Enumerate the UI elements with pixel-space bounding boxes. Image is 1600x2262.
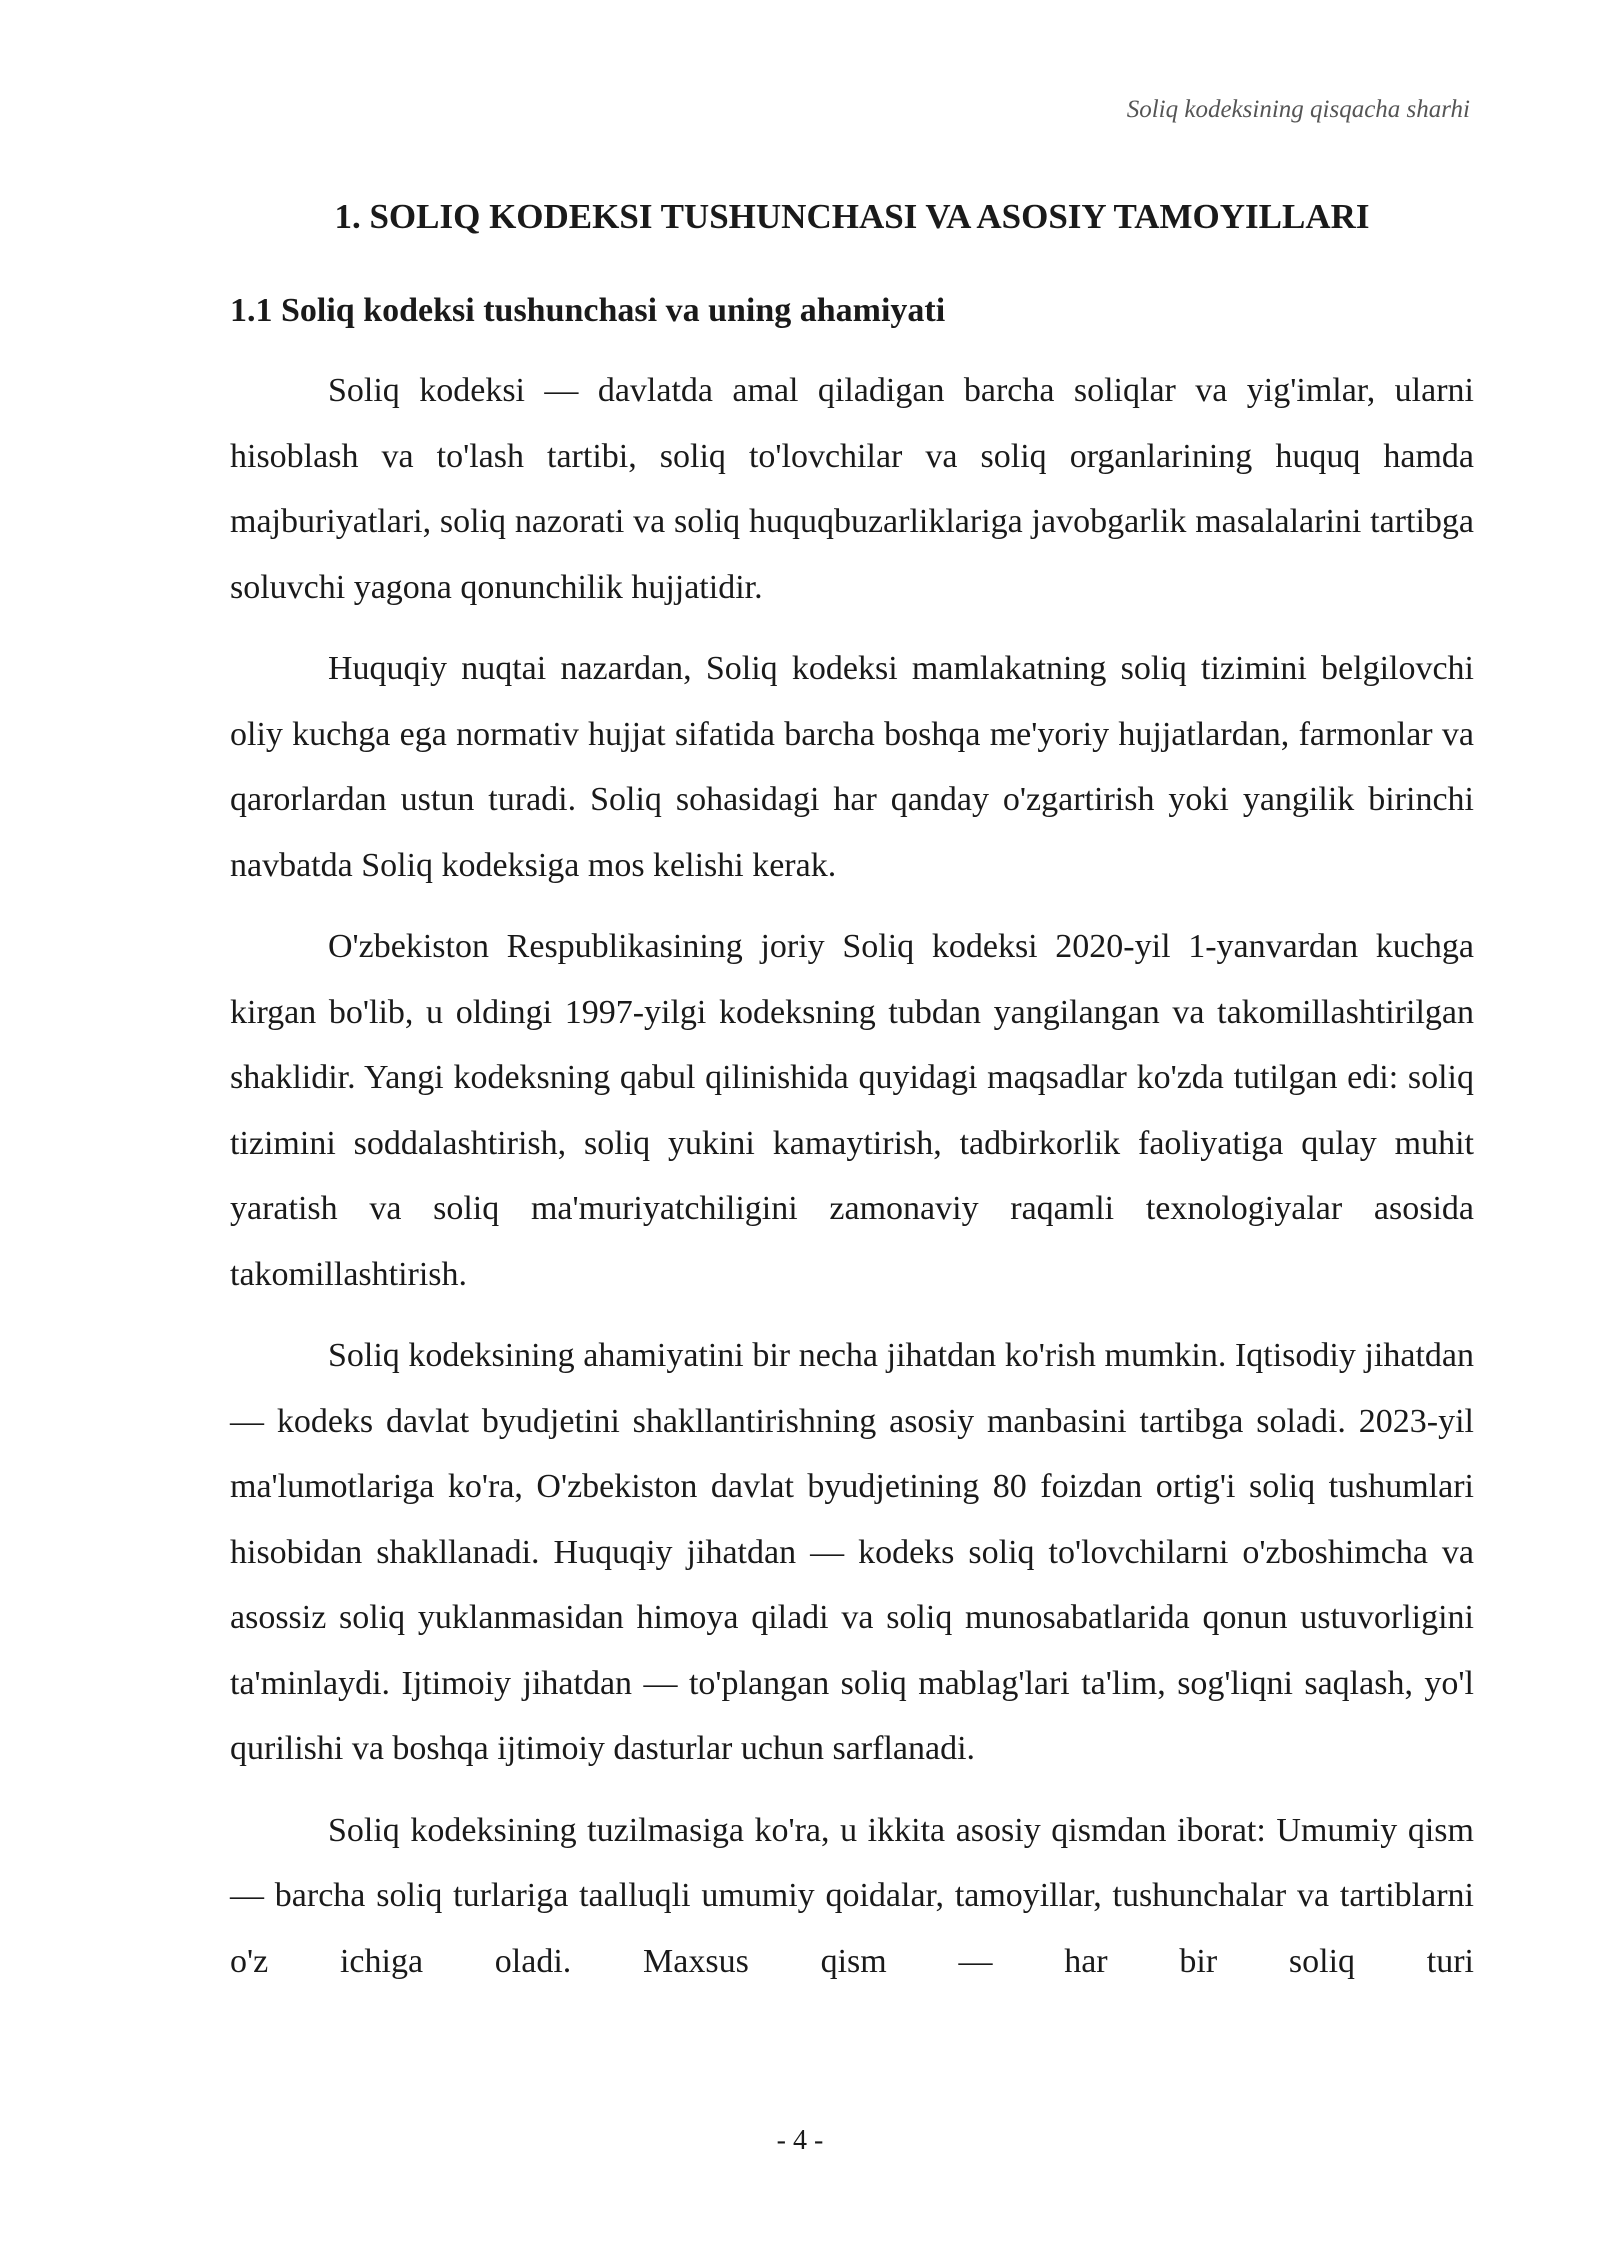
chapter-title: 1. SOLIQ KODEKSI TUSHUNCHASI VA ASOSIY TAMOYILLARI [334,197,1370,236]
paragraph-legal-status: Huquqiy nuqtai nazardan, Soliq kodeksi mamlakatning soliq tizimini belgilovchi oliy kuchga ega normativ hujjat sifatida barcha boshqa me'yoriy hujjatlardan, farmonlar va qarorlardan ustun turadi. Soliq sohasidagi har qanday o'zgartirish yoki yangilik birinchi navbatda Soliq kodeksiga mos kelishi kerak. [230,650,1474,884]
running-header: Soliq kodeksining qisqacha sharhi [1126,96,1470,123]
page-number: - 4 - [776,2125,824,2156]
paragraph-structure: Soliq kodeksining tuzilmasiga ko'ra, u ikkita asosiy qismdan iborat: Umumiy qism — barcha soliq turlariga taalluqli umumiy qoidalar, tamoyillar, tushunchalar va tartiblarni o'z ichiga oladi. Maxsus qism — har bir soliq turi [230,1811,1474,1980]
paragraph-significance: Soliq kodeksining ahamiyatini bir necha jihatdan ko'rish mumkin. Iqtisodiy jihatdan — kodeks davlat byudjetini shakllantirishning asosiy manbasini tartibga soladi. 2023-yil ma'lumotlariga ko'ra, O'zbekiston davlat byudjetining 80 foizdan ortig'i soliq tushumlari hisobidan shakllanadi. Huquqiy jihatdan — kodeks soliq to'lovchilarni o'zboshimcha va asossiz soliq yuklanmasidan himoya qiladi va soliq munosabatlarida qonun ustuvorligini ta'minlaydi. Ijtimoiy jihatdan — to'plangan soliq mablag'lari ta'lim, sog'liqni saqlash, yo'l qurilishi va boshqa ijtimoiy dasturlar uchun sarflanadi. [230,1337,1474,1767]
section-title: 1.1 Soliq kodeksi tushunchasi va uning ahamiyati [230,292,946,329]
paragraph-current-code: O'zbekiston Respublikasining joriy Soliq kodeksi 2020-yil 1-yanvardan kuchga kirgan bo'lib, u oldingi 1997-yilgi kodeksning tubdan yangilangan va takomillashtirilgan shaklidir. Yangi kodeksning qabul qilinishida quyidagi maqsadlar ko'zda tutilgan edi: soliq tizimini soddalashtirish, soliq yukini kamaytirish, tadbirkorlik faoliyatiga qulay muhit yaratish va soliq ma'muriyatchiligini zamonaviy raqamli texnologiyalar asosida takomillashtirish. [230,928,1474,1293]
page-content [230,190,1474,2010]
paragraph-definition: Soliq kodeksi — davlatda amal qiladigan barcha soliqlar va yig'imlar, ularni hisoblash va to'lash tartibi, soliq to'lovchilar va soliq organlarining huquq hamda majburiyatlari, soliq nazorati va soliq huquqbuzarliklariga javobgarlik masalalarini tartibga soluvchi yagona qonunchilik hujjatidir. [230,372,1474,606]
